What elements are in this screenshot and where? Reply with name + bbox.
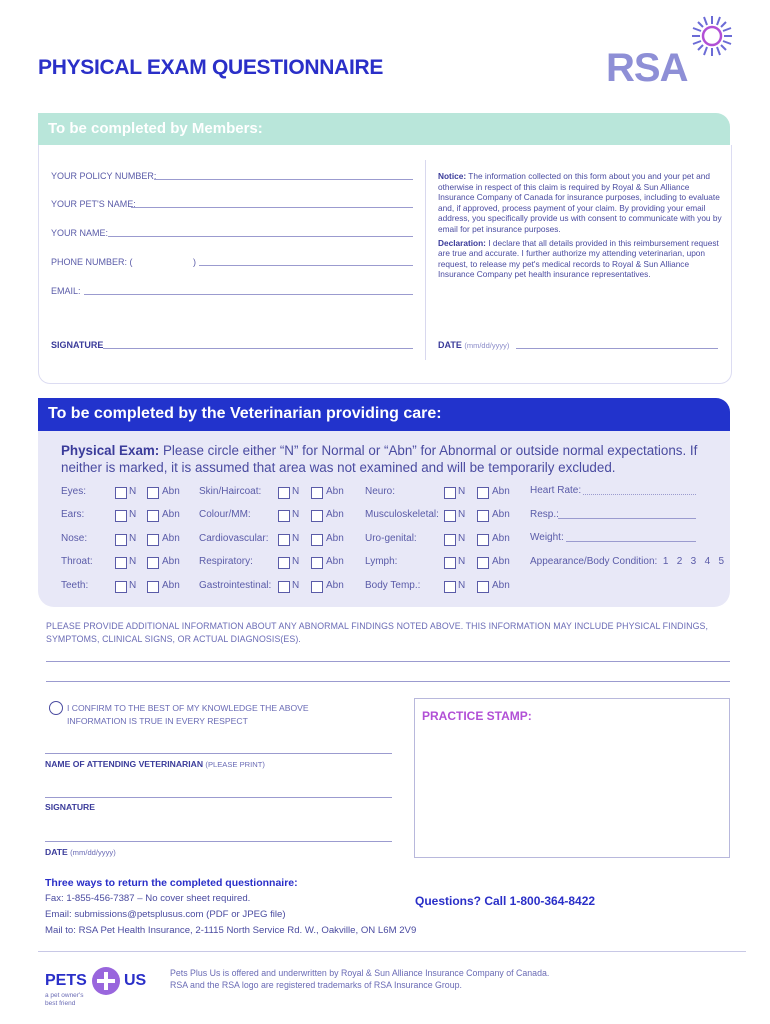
exam-resp-label: Respiratory: [199,556,253,567]
questions-phone: Questions? Call 1-800-364-8422 [415,894,596,908]
exam-skin-label: Skin/Haircoat: [199,486,262,497]
vet-signature-field[interactable] [45,797,392,798]
musculo-n-checkbox[interactable] [444,510,456,522]
abn-label: Abn [326,556,344,567]
abn-label: Abn [162,533,180,544]
policy-number-label: YOUR POLICY NUMBER: [51,171,157,181]
return-methods-title: Three ways to return the completed questionnaire: [45,877,298,889]
member-date-field[interactable] [516,348,718,349]
n-label: N [458,509,466,520]
us-word: US [124,972,147,989]
weight-field[interactable] [566,541,696,542]
resp-field[interactable] [558,518,696,519]
additional-info-instructions: PLEASE PROVIDE ADDITIONAL INFORMATION ABOUT ANY ABNORMAL FINDINGS NOTED ABOVE. THIS INFORMATION MAY INCLUDE PHYSICAL FINDINGS, SYMPTOMS, CLINICAL SIGNS, OR ACTUAL DIAGNOSIS(ES). [46,621,709,644]
n-label: N [458,580,466,591]
practice-stamp-box [414,698,730,858]
body-condition-scale: 1 2 3 4 5 [662,556,725,567]
weight-label: Weight: [530,532,564,543]
abn-label: Abn [162,556,180,567]
n-label: N [129,486,137,497]
exam-neuro-label: Neuro: [365,486,396,497]
bodytemp-abn-checkbox[interactable] [477,581,489,593]
n-label: N [458,556,466,567]
pets-plus-us-logo [38,967,158,1012]
rsa-logo [606,14,726,90]
n-label: N [292,486,300,497]
n-label: N [129,556,137,567]
n-label: N [292,580,300,591]
abn-label: Abn [326,509,344,520]
n-label: N [129,509,137,520]
n-label: N [458,533,466,544]
exam-urogenital-label: Uro-genital: [365,533,417,544]
sunburst-icon [690,14,734,58]
eyes-abn-checkbox[interactable] [147,487,159,499]
neuro-abn-checkbox[interactable] [477,487,489,499]
vet-date-field[interactable] [45,841,392,842]
n-label: N [292,533,300,544]
n-label: N [458,486,466,497]
email-field[interactable] [84,294,413,295]
additional-info-line-1[interactable] [46,661,730,662]
colour-n-checkbox[interactable] [278,510,290,522]
nose-n-checkbox[interactable] [115,534,127,546]
heart-rate-label: Heart Rate: [530,485,582,496]
members-section-header [38,113,730,145]
n-label: N [292,509,300,520]
member-signature-label: SIGNATURE [51,340,104,350]
physical-exam-instructions: Physical Exam: Please circle either “N” for Normal or “Abn” for Abnormal or outside normal expectations. If neither is marked, it is assumed that area was not examined and will be temporarily excluded. [61,443,698,475]
abn-label: Abn [492,580,510,591]
skin-abn-checkbox[interactable] [311,487,323,499]
teeth-abn-checkbox[interactable] [147,581,159,593]
your-name-field[interactable] [108,236,413,237]
abn-label: Abn [162,580,180,591]
exam-musculo-label: Musculoskeletal: [365,509,439,520]
phone-paren: ) [193,257,196,267]
exam-throat-label: Throat: [61,556,93,567]
members-divider [425,160,426,360]
return-email: Email: submissions@petsplusus.com (PDF or JPEG file) [45,909,286,920]
n-label: N [292,556,300,567]
lymph-n-checkbox[interactable] [444,557,456,569]
abn-label: Abn [162,486,180,497]
abn-label: Abn [492,509,510,520]
respiratory-n-checkbox[interactable] [278,557,290,569]
gastro-n-checkbox[interactable] [278,581,290,593]
footer-legal: Pets Plus Us is offered and underwritten by Royal & Sun Alliance Insurance Company of Canada. RSA and the RSA logo are registered trademarks of RSA Insurance Group. [170,968,550,990]
policy-number-field[interactable] [154,179,413,180]
respiratory-abn-checkbox[interactable] [311,557,323,569]
member-date-label: DATE (mm/dd/yyyy) [438,340,510,350]
n-label: N [129,533,137,544]
throat-abn-checkbox[interactable] [147,557,159,569]
confirm-statement: I CONFIRM TO THE BEST OF MY KNOWLEDGE THE ABOVE INFORMATION IS TRUE IN EVERY RESPECT [67,703,309,726]
exam-cardio-label: Cardiovascular: [199,533,269,544]
exam-bodytemp-label: Body Temp.: [365,580,421,591]
bodytemp-n-checkbox[interactable] [444,581,456,593]
appearance-label: Appearance/Body Condition: 1 2 3 4 5 [530,556,725,567]
email-label: EMAIL: [51,286,81,296]
vet-name-label: NAME OF ATTENDING VETERINARIAN (PLEASE PRINT) [45,759,265,769]
pets-word: PETS [45,972,87,989]
teeth-n-checkbox[interactable] [115,581,127,593]
ears-n-checkbox[interactable] [115,510,127,522]
gastro-abn-checkbox[interactable] [311,581,323,593]
vet-header-text: To be completed by the Veterinarian providing care: [48,405,442,422]
vet-signature-label: SIGNATURE [45,802,95,812]
abn-label: Abn [326,580,344,591]
cardio-abn-checkbox[interactable] [311,534,323,546]
plus-icon [92,967,120,995]
urogenital-abn-checkbox[interactable] [477,534,489,546]
lymph-abn-checkbox[interactable] [477,557,489,569]
your-name-label: YOUR NAME: [51,228,109,238]
exam-colour-label: Colour/MM: [199,509,251,520]
return-fax: Fax: 1-855-456-7387 – No cover sheet required. [45,893,251,904]
return-mail: Mail to: RSA Pet Health Insurance, 2-1115 North Service Rd. W., Oakville, ON L6M 2V9 [45,925,417,936]
exam-nose-label: Nose: [61,533,88,544]
additional-info-line-2[interactable] [46,681,730,682]
abn-label: Abn [162,509,180,520]
exam-lymph-label: Lymph: [365,556,398,567]
rsa-logo-text: RSA [606,46,688,90]
colour-abn-checkbox[interactable] [311,510,323,522]
page-title: PHYSICAL EXAM QUESTIONNAIRE [38,56,384,79]
pet-name-label: YOUR PET'S NAME: [51,199,136,209]
member-signature-field[interactable] [103,348,413,349]
ears-abn-checkbox[interactable] [147,510,159,522]
exam-teeth-label: Teeth: [61,580,89,591]
musculo-abn-checkbox[interactable] [477,510,489,522]
brand-tagline: a pet owner's best friend [45,992,84,1007]
throat-n-checkbox[interactable] [115,557,127,569]
skin-n-checkbox[interactable] [278,487,290,499]
resp-label: Resp.: [530,509,559,520]
exam-gastro-label: Gastrointestinal: [199,580,272,591]
vet-section-header [38,398,730,431]
abn-label: Abn [492,486,510,497]
confirm-radio[interactable] [49,701,63,715]
footer-divider [38,951,746,952]
cardio-n-checkbox[interactable] [278,534,290,546]
nose-abn-checkbox[interactable] [147,534,159,546]
vet-name-field[interactable] [45,753,392,754]
heart-rate-field[interactable] [583,494,696,495]
n-label: N [129,580,137,591]
members-header-text: To be completed by Members: [48,120,263,137]
vet-date-label: DATE (mm/dd/yyyy) [45,847,116,857]
abn-label: Abn [326,486,344,497]
exam-eyes-label: Eyes: [61,486,87,497]
notice-text-block: Notice: The information collected on this form about you and your pet and otherwise in respect of this claim is required by Royal & Sun Alliance Insurance Company of Canada for insurance purposes, including to evaluate and, if approved, process payment of your claim. By providing your email address, you specifically provide us with consent to communicate with you by email for pet insurance purposes. Declaration: I declare that all details provided in this reimbursement request are true and accurate. I further authorize my attending veterinarian, upon request, to release my pet's medical records to Royal & Sun Alliance Insurance Company pet health insurance representatives. [438,171,722,280]
abn-label: Abn [492,533,510,544]
phone-label: PHONE NUMBER: ( [51,257,133,267]
neuro-n-checkbox[interactable] [444,487,456,499]
pet-name-field[interactable] [131,207,413,208]
phone-field[interactable] [199,265,413,266]
abn-label: Abn [326,533,344,544]
urogenital-n-checkbox[interactable] [444,534,456,546]
eyes-n-checkbox[interactable] [115,487,127,499]
practice-stamp-label: PRACTICE STAMP: [422,709,532,723]
abn-label: Abn [492,556,510,567]
exam-ears-label: Ears: [61,509,85,520]
